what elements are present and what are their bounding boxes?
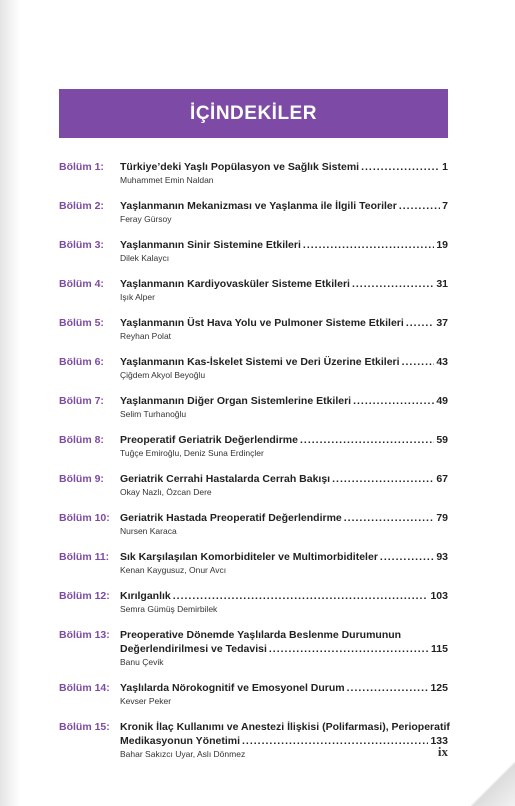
dot-leader — [347, 681, 429, 695]
chapter-page-number: 103 — [430, 590, 448, 602]
chapter-title: Değerlendirilmesi ve Tedavisi — [120, 643, 267, 655]
dot-leader — [332, 472, 434, 486]
chapter-page-number: 49 — [436, 395, 448, 407]
chapter-number: Bölüm 4: — [59, 278, 104, 290]
chapter-author: Işık Alper — [120, 292, 155, 302]
chapter-title: Geriatrik Hastada Preoperatif Değerlendirme — [120, 512, 342, 524]
toc-entry[interactable] — [59, 681, 448, 707]
chapter-number: Bölüm 13: — [59, 629, 110, 641]
toc-entry[interactable] — [59, 355, 448, 381]
chapter-title-row — [120, 316, 448, 330]
dot-leader — [242, 734, 428, 748]
toc-entry[interactable] — [59, 238, 448, 264]
chapter-title: Preoperatif Geriatrik Değerlendirme — [120, 434, 298, 446]
chapter-author: Çiğdem Akyol Beyoğlu — [120, 370, 206, 380]
chapter-author: Banu Çevik — [120, 657, 164, 667]
chapter-title-row — [120, 394, 448, 408]
toc-entry[interactable] — [59, 720, 448, 760]
chapter-title: Yaşlanmanın Sinir Sistemine Etkileri — [120, 239, 301, 251]
chapter-number: Bölüm 2: — [59, 200, 104, 212]
chapter-page-number: 79 — [436, 512, 448, 524]
chapter-title-row — [120, 589, 448, 603]
chapter-title: Yaşlanmanın Kas-İskelet Sistemi ve Deri Üzerine Etkileri — [120, 356, 400, 368]
chapter-title-row — [120, 238, 448, 252]
chapter-number: Bölüm 12: — [59, 590, 110, 602]
chapter-title: Yaşlanmanın Diğer Organ Sistemlerine Etkileri — [120, 395, 352, 407]
chapter-author: Selim Turhanoğlu — [120, 409, 187, 419]
toc-entry[interactable] — [59, 433, 448, 459]
chapter-title-row — [120, 511, 448, 525]
chapter-title-row — [120, 160, 448, 174]
toc-entry[interactable] — [59, 316, 448, 342]
chapter-title-row — [120, 681, 448, 695]
dot-leader — [406, 316, 435, 330]
dot-leader — [269, 642, 429, 656]
dot-leader — [344, 511, 435, 525]
toc-header-bar — [59, 89, 448, 138]
chapter-author: Kevser Peker — [120, 696, 172, 706]
chapter-number: Bölüm 1: — [59, 161, 104, 173]
chapter-title: Kırılganlık — [120, 590, 171, 602]
toc-entry[interactable] — [59, 160, 448, 186]
chapter-title-row — [120, 277, 448, 291]
dot-leader — [402, 355, 435, 369]
chapter-author: Bahar Sakızcı Uyar, Aslı Dönmez — [120, 749, 246, 759]
toc-entry[interactable] — [59, 199, 448, 225]
chapter-title-row — [120, 355, 448, 369]
chapter-author: Kenan Kaygusuz, Onur Avcı — [120, 565, 227, 575]
chapter-author: Feray Gürsoy — [120, 214, 172, 224]
chapter-title: Medikasyonun Yönetimi — [120, 735, 240, 747]
chapter-number: Bölüm 8: — [59, 434, 104, 446]
chapter-author: Reyhan Polat — [120, 331, 172, 341]
chapter-title-line1: Kronik İlaç Kullanımı ve Anestezi İlişkisi (Polifarmasi), Perioperatif — [120, 721, 450, 733]
chapter-title: Yaşlanmanın Kardiyovasküler Sisteme Etkileri — [120, 278, 350, 290]
chapter-page-number: 1 — [442, 161, 448, 173]
chapter-author: Nursen Karaca — [120, 526, 177, 536]
chapter-author: Tuğçe Emiroğlu, Deniz Suna Erdinçler — [120, 448, 264, 458]
dot-leader — [399, 199, 440, 213]
chapter-number: Bölüm 5: — [59, 317, 104, 329]
toc-entry[interactable] — [59, 628, 448, 668]
chapter-title-row — [120, 472, 448, 486]
page-gutter-shadow — [0, 0, 20, 806]
page-number: ix — [437, 744, 448, 759]
chapter-number: Bölüm 11: — [59, 551, 110, 563]
chapter-number: Bölüm 3: — [59, 239, 104, 251]
chapter-page-number: 133 — [430, 735, 448, 747]
chapter-author: Semra Gümüş Demirbilek — [120, 604, 218, 614]
chapter-author: Okay Nazlı, Özcan Dere — [120, 487, 212, 497]
dot-leader — [353, 394, 434, 408]
chapter-page-number: 93 — [436, 551, 448, 563]
dot-leader — [361, 160, 440, 174]
chapter-title: Türkiye’deki Yaşlı Popülasyon ve Sağlık Sistemi — [120, 161, 360, 173]
chapter-number: Bölüm 7: — [59, 395, 104, 407]
chapter-title: Geriatrik Cerrahi Hastalarda Cerrah Bakışı — [120, 473, 331, 485]
chapter-number: Bölüm 10: — [59, 512, 110, 524]
chapter-title: Yaşlılarda Nörokognitif ve Emosyonel Durum — [120, 682, 345, 694]
chapter-number: Bölüm 14: — [59, 682, 110, 694]
chapter-page-number: 37 — [436, 317, 448, 329]
toc-entry[interactable] — [59, 277, 448, 303]
chapter-number: Bölüm 15: — [59, 721, 110, 733]
toc-entry[interactable] — [59, 472, 448, 498]
chapter-number: Bölüm 9: — [59, 473, 104, 485]
toc-entry[interactable] — [59, 394, 448, 420]
chapter-page-number: 125 — [430, 682, 448, 694]
toc-entry[interactable] — [59, 511, 448, 537]
chapter-title: Yaşlanmanın Mekanizması ve Yaşlanma ile İlgili Teoriler — [120, 200, 397, 212]
toc-entry[interactable] — [59, 589, 448, 615]
dot-leader — [352, 277, 434, 291]
chapter-page-number: 19 — [436, 239, 448, 251]
page-curl-corner — [471, 762, 515, 806]
chapter-page-number: 67 — [436, 473, 448, 485]
chapter-title-row — [120, 642, 448, 656]
chapter-page-number: 43 — [436, 356, 448, 368]
chapter-page-number: 115 — [431, 643, 448, 655]
chapter-title-row — [120, 734, 448, 748]
chapter-title-row — [120, 550, 448, 564]
table-of-contents — [59, 160, 448, 773]
toc-entry[interactable] — [59, 550, 448, 576]
dot-leader — [380, 550, 434, 564]
chapter-number: Bölüm 6: — [59, 356, 104, 368]
chapter-title-row — [120, 199, 448, 213]
chapter-title-row — [120, 433, 448, 447]
page-title: İÇİNDEKİLER — [190, 102, 317, 124]
dot-leader — [173, 589, 429, 603]
chapter-page-number: 31 — [436, 278, 448, 290]
dot-leader — [300, 433, 434, 447]
chapter-title: Yaşlanmanın Üst Hava Yolu ve Pulmoner Sisteme Etkileri — [120, 317, 404, 329]
dot-leader — [303, 238, 434, 252]
chapter-title: Sık Karşılaşılan Komorbiditeler ve Multimorbiditeler — [120, 551, 378, 563]
chapter-page-number: 59 — [436, 434, 448, 446]
chapter-title-line1: Preoperative Dönemde Yaşlılarda Beslenme Durumunun — [120, 629, 402, 641]
chapter-author: Muhammet Emin Naldan — [120, 175, 214, 185]
chapter-author: Dilek Kalaycı — [120, 253, 170, 263]
chapter-page-number: 7 — [442, 200, 448, 212]
